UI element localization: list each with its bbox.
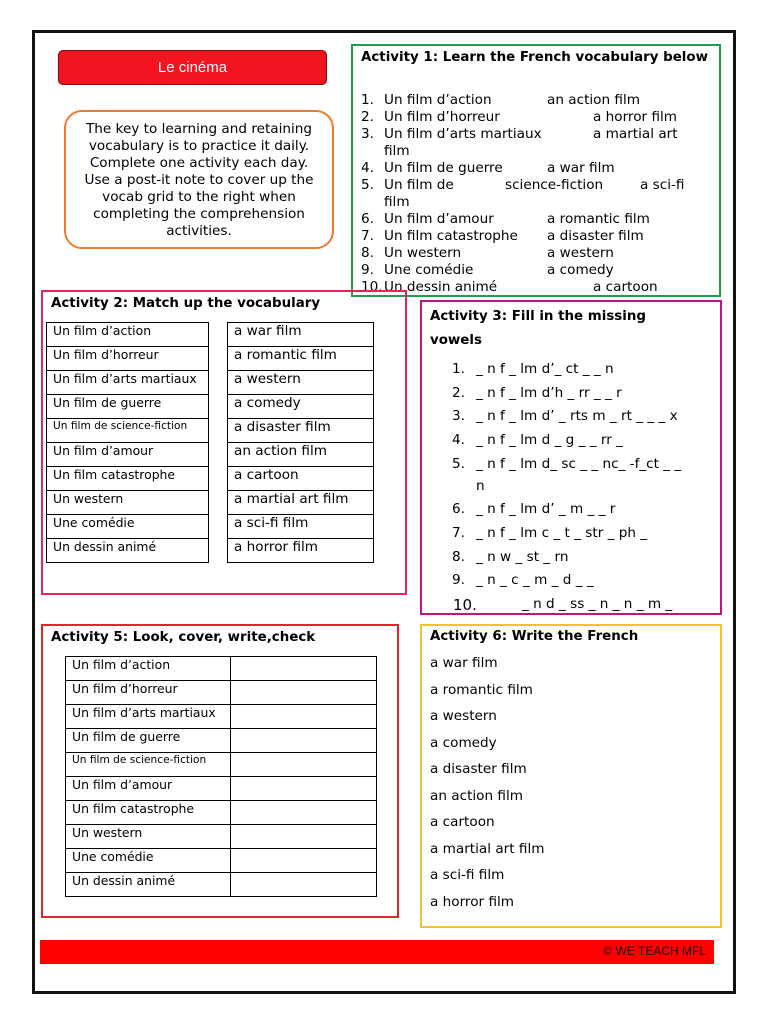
french-cell: Un film d’amour [47,443,209,467]
english-cell: a war film [228,323,374,347]
intro-text: The key to learning and retaining vocabulary is to practice it daily. Complete one activity each day. Use a post-it note to cover up the vocab grid to the right when completing the comprehension activities. [64,110,334,249]
table-row [228,539,374,563]
table-row [47,443,209,467]
fill-number: 6. [452,501,465,517]
vocab-english: a western [547,245,614,261]
vocab-number: 1. [361,92,374,108]
table-row [228,419,374,443]
table-row [47,515,209,539]
french-cell: Un film d’action [47,323,209,347]
vocab-english: a war film [547,160,615,176]
french-cell: Un film catastrophe [47,467,209,491]
vocab-english: a martial art [593,126,678,142]
vocab-english: a horror film [593,109,678,125]
table-row [66,657,377,681]
english-cell: a horror film [228,539,374,563]
vocab-number: 3. [361,126,374,142]
vocab-french: Un western [384,245,462,261]
french-cell: Un western [47,491,209,515]
vocab-french: Un film de guerre [384,160,503,176]
english-phrase: a horror film [430,893,515,910]
vocab-french: Un film d’action [384,92,492,108]
fill-number: 3. [452,408,465,424]
table-row [47,395,209,419]
english-phrase: a war film [430,655,498,671]
vocab-french: Un film d’arts martiaux [384,126,542,142]
fill-word: _ n f _ lm d _ g _ _ rr _ [476,432,623,448]
table-row [47,419,209,443]
french-cell: Un dessin animé [47,539,209,563]
english-phrase: a comedy [430,734,497,751]
french-cell: Un film de science-fiction [47,419,209,443]
activity1-title: Activity 1: Learn the French vocabulary below [361,50,708,65]
french-cell: Un dessin animé [66,873,231,897]
table-row [228,323,374,347]
activity3-box [420,300,722,615]
table-row [228,467,374,491]
fill-word: _ n f _ lm d’_ ct _ _ n [476,361,614,377]
french-cell: Un film d’amour [66,777,231,801]
vocab-french: Un film d’amour [384,211,494,227]
vocab-english: a romantic film [547,211,650,227]
table-row [228,515,374,539]
vocab-continuation: film [384,194,410,210]
footer-bar [40,940,714,964]
table-row [47,491,209,515]
vocab-english: a disaster film [547,228,644,244]
english-cell: a disaster film [228,419,374,443]
vocab-continuation: film [384,143,410,159]
answer-cell[interactable] [230,825,376,849]
vocab-french: Une comédie [384,262,474,278]
table-row [66,873,377,897]
fill-word: _ n d _ ss _ n _ n _ m _ [522,596,673,612]
vocab-english: a sci-fi [640,177,685,193]
english-cell: a comedy [228,395,374,419]
vocab-english: an action film [547,92,641,108]
fill-number: 8. [452,549,465,565]
table-row [228,395,374,419]
activity2-french-table [46,322,209,563]
french-cell: Un film d’horreur [66,681,231,705]
activity2-box [41,290,407,595]
answer-cell[interactable] [230,849,376,873]
table-row [66,729,377,753]
vocab-french: Un film catastrophe [384,228,518,244]
answer-cell[interactable] [230,681,376,705]
activity2-title: Activity 2: Match up the vocabulary [51,296,321,311]
english-cell: an action film [228,443,374,467]
fill-number: 5. [452,456,465,472]
answer-cell[interactable] [230,657,376,681]
fill-word: _ n f _ lm d’ _ m _ _ r [476,501,616,517]
french-cell: Un film de guerre [66,729,231,753]
activity5-table [65,656,377,897]
table-row [66,753,377,777]
page-title: Le cinéma [58,50,327,85]
french-cell: Un film catastrophe [66,801,231,825]
vocab-number: 4. [361,160,374,176]
fill-number: 2. [452,385,465,401]
activity2-english-table [227,322,374,563]
english-cell: a sci-fi film [228,515,374,539]
table-row [47,539,209,563]
french-cell: Un film d’action [66,657,231,681]
table-row [228,491,374,515]
vocab-french-cont: science-fiction [505,177,604,193]
activity6-title: Activity 6: Write the French [430,629,639,644]
copyright-text: © WE TEACH MFL [603,944,706,958]
english-cell: a cartoon [228,467,374,491]
english-phrase: a cartoon [430,814,495,830]
french-cell: Un film de science-fiction [66,753,231,777]
english-phrase: a romantic film [430,681,533,698]
english-cell: a romantic film [228,347,374,371]
fill-word: _ n f _ lm d’h _ rr _ _ r [476,385,622,401]
answer-cell[interactable] [230,705,376,729]
activity1-box [351,44,721,297]
fill-number: 7. [452,525,465,541]
vocab-french: Un film d’horreur [384,109,500,125]
table-row [66,849,377,873]
vocab-number: 10. [361,279,383,295]
fill-number: 9. [452,572,465,588]
french-cell: Un film de guerre [47,395,209,419]
fill-number: 1. [452,361,465,377]
english-phrase: a western [430,708,497,724]
activity5-box [41,624,399,918]
fill-word: _ n _ c _ m _ d _ _ [476,572,594,588]
fill-word: _ n f _ lm d_ sc _ _ nc_ -f_ct _ _ [476,456,682,472]
english-phrase: a martial art film [430,840,545,857]
vocab-english: a cartoon [593,279,658,295]
fill-word: _ n f _ lm c _ t _ str _ ph _ [476,525,648,541]
french-cell: Un film d’arts martiaux [47,371,209,395]
table-row [47,467,209,491]
table-row [228,443,374,467]
english-phrase: an action film [430,787,524,804]
answer-cell[interactable] [230,753,376,777]
fill-word: _ n w _ st _ rn [476,549,569,565]
activity5-title: Activity 5: Look, cover, write,check [51,630,316,645]
answer-cell[interactable] [230,729,376,753]
answer-cell[interactable] [230,873,376,897]
table-row [47,347,209,371]
fill-number: 10. [453,596,477,614]
vocab-number: 5. [361,177,374,193]
table-row [66,777,377,801]
english-phrase: a sci-fi film [430,867,505,883]
french-cell: Une comédie [47,515,209,539]
fill-number: 4. [452,432,465,448]
english-cell: a western [228,371,374,395]
table-row [66,801,377,825]
vocab-number: 6. [361,211,374,227]
french-cell: Un western [66,825,231,849]
activity3-title: Activity 3: Fill in the missing vowels [430,309,646,348]
fill-word-cont: n [476,478,485,494]
french-cell: Un film d’horreur [47,347,209,371]
english-phrase: a disaster film [430,761,527,777]
table-row [47,323,209,347]
vocab-number: 2. [361,109,374,125]
table-row [66,705,377,729]
table-row [47,371,209,395]
fill-word: _ n f _ lm d’ _ rts m _ rt _ _ _ x [476,408,678,424]
french-cell: Une comédie [66,849,231,873]
table-row [228,347,374,371]
vocab-number: 9. [361,262,374,278]
table-row [66,825,377,849]
table-row [66,681,377,705]
vocab-english: a comedy [547,262,614,278]
vocab-number: 7. [361,228,374,244]
answer-cell[interactable] [230,801,376,825]
french-cell: Un film d’arts martiaux [66,705,231,729]
vocab-french: Un film de [384,177,454,193]
vocab-french: Un dessin animé [384,279,498,295]
activity6-box [420,624,722,928]
table-row [228,371,374,395]
answer-cell[interactable] [230,777,376,801]
english-cell: a martial art film [228,491,374,515]
vocab-number: 8. [361,245,374,261]
